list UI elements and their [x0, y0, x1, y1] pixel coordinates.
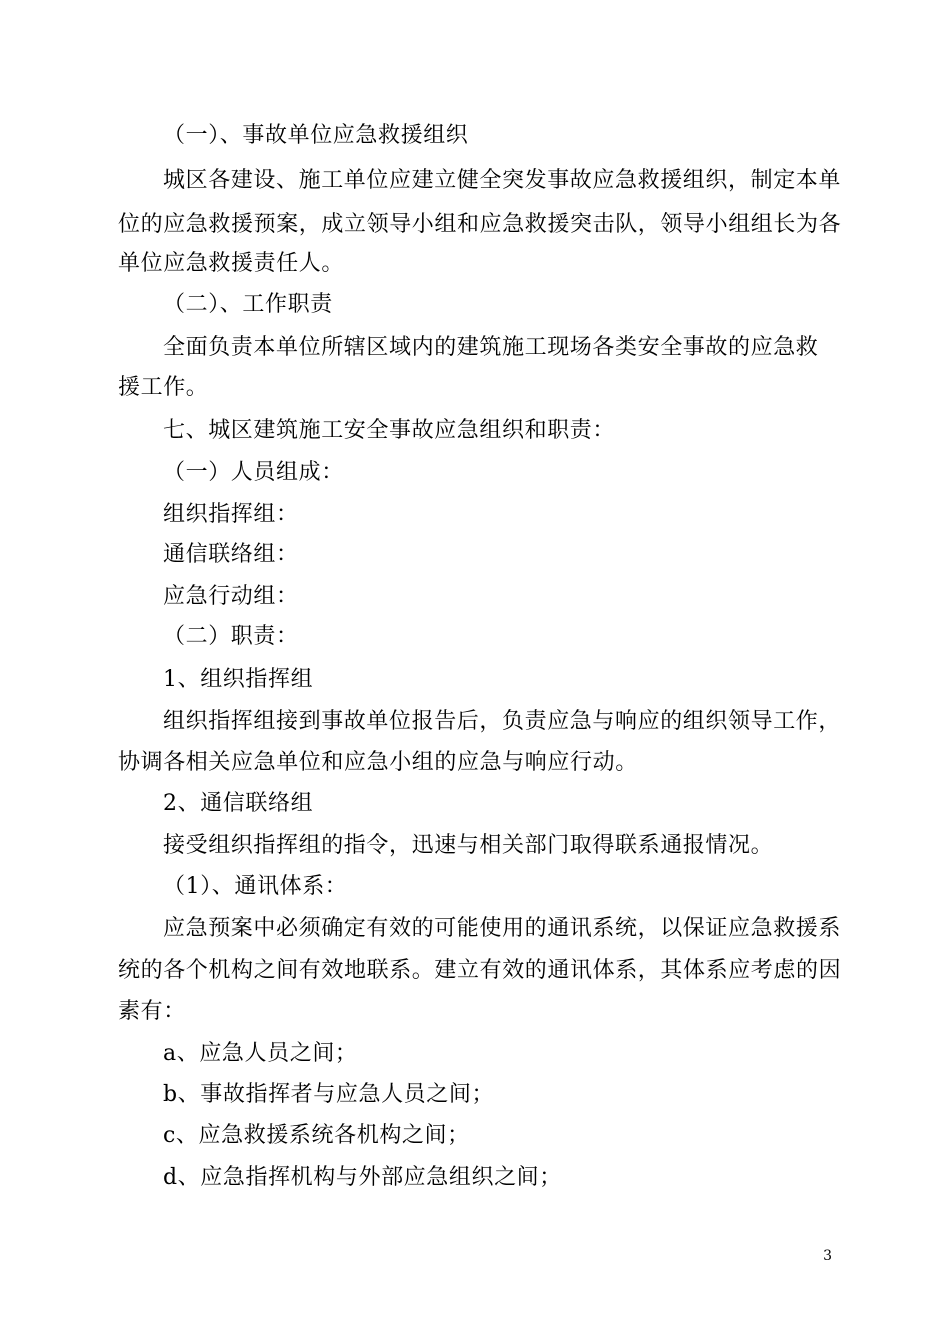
numbered-heading: 2、通信联络组 — [163, 791, 314, 816]
paragraph-line: 接受组织指挥组的指令，迅速与相关部门取得联系通报情况。 — [163, 833, 774, 858]
paragraph-line: 组织指挥组接到事故单位报告后，负责应急与响应的组织领导工作， — [163, 709, 842, 734]
section-heading-2: （二）、工作职责 — [163, 292, 333, 317]
paragraph-line: 协调各相关应急单位和应急小组的应急与响应行动。 — [118, 750, 638, 775]
paragraph-line: 素有： — [118, 999, 186, 1024]
section-heading-1: （一）、事故单位应急救援组织 — [163, 123, 469, 148]
numbered-heading: （1）、通讯体系： — [163, 874, 348, 899]
page-number: 3 — [823, 1248, 832, 1264]
paragraph-line: 单位应急救援责任人。 — [118, 251, 345, 276]
list-item: d、应急指挥机构与外部应急组织之间； — [163, 1165, 562, 1190]
list-item: a、应急人员之间； — [163, 1041, 358, 1066]
list-item: c、应急救援系统各机构之间； — [163, 1123, 470, 1148]
subsection-heading: （一）人员组成： — [163, 460, 344, 485]
paragraph-line: 援工作。 — [118, 375, 209, 400]
subsection-heading: （二）职责： — [163, 624, 299, 649]
paragraph-line: 城区各建设、施工单位应建立健全突发事故应急救援组织，制定本单 — [163, 168, 842, 193]
paragraph-line: 应急预案中必须确定有效的可能使用的通讯系统，以保证应急救援系 — [163, 916, 842, 941]
list-item: b、事故指挥者与应急人员之间； — [163, 1082, 495, 1107]
paragraph-line: 全面负责本单位所辖区域内的建筑施工现场各类安全事故的应急救 — [163, 335, 819, 360]
chapter-heading: 七、城区建筑施工安全事故应急组织和职责： — [163, 418, 616, 443]
list-item: 通信联络组： — [163, 542, 299, 567]
paragraph-line: 位的应急救援预案，成立领导小组和应急救援突击队，领导小组组长为各 — [118, 212, 842, 237]
list-item: 应急行动组： — [163, 584, 299, 609]
numbered-heading: 1、组织指挥组 — [163, 667, 314, 692]
list-item: 组织指挥组： — [163, 502, 299, 527]
paragraph-line: 统的各个机构之间有效地联系。建立有效的通讯体系，其体系应考虑的因 — [118, 958, 842, 983]
